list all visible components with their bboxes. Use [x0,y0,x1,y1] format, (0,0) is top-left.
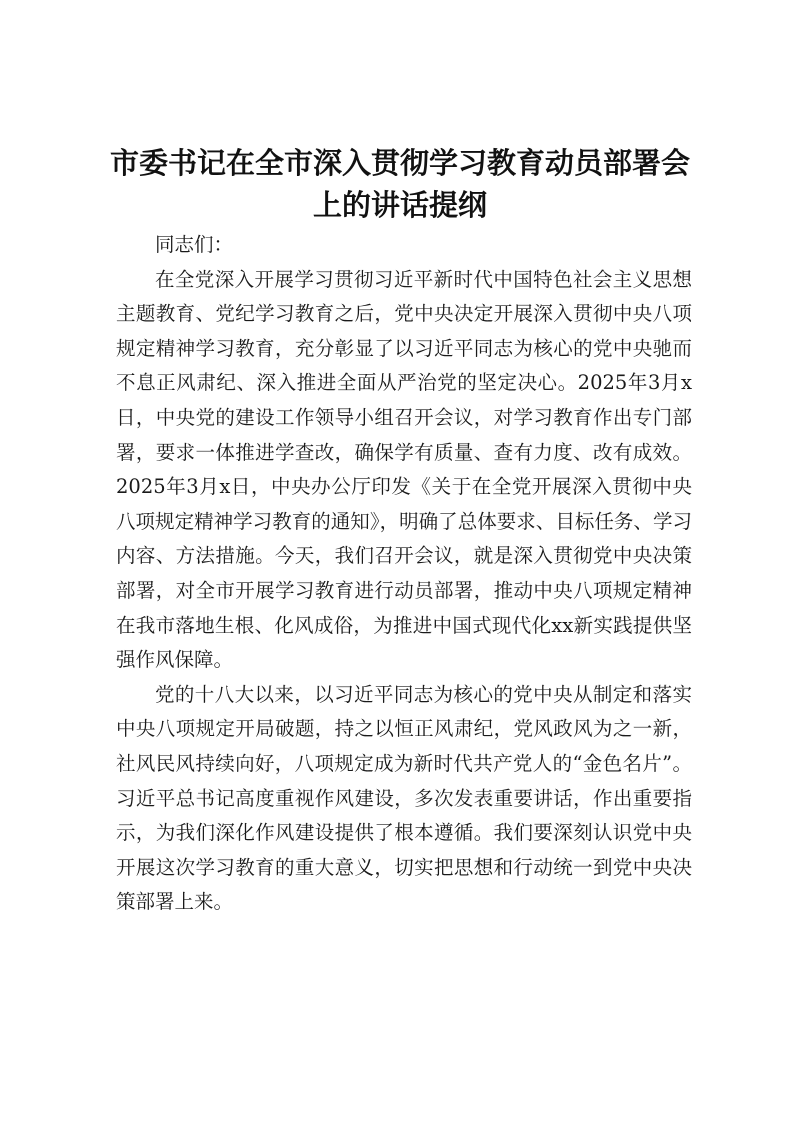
document-body [116,228,692,920]
document-title: 市委书记在全市深入贯彻学习教育动员部署会上的讲话提纲 [109,146,690,222]
salutation: 同志们： [155,233,234,256]
paragraph-2: 党的十八大以来，以习近平同志为核心的党中央从制定和落实中央八项规定开局破题，持之以恒正风肃纪，党风政风为之一新，社风民风持续向好，八项规定成为新时代共产党人的“金色名片”。习近平总书记高度重视作风建设，多次发表重要讲话，作出重要指示，为我们深化作风建设提供了根本遵循。我们要深刻认识党中央开展这次学习教育的重大意义，切实把思想和行动统一到党中央决策部署上来。 [116,682,692,914]
paragraph-1: 在全党深入开展学习贯彻习近平新时代中国特色社会主义思想主题教育、党纪学习教育之后，党中央决定开展深入贯彻中央八项规定精神学习教育，充分彰显了以习近平同志为核心的党中央驰而不息正风肃纪、深入推进全面从严治党的坚定决心。2025年3月x日，中央党的建设工作领导小组召开会议，对学习教育作出专门部署，要求一体推进学查改，确保学有质量、查有力度、改有成效。2025年3月x日，中央办公厅印发《关于在全党开展深入贯彻中央八项规定精神学习教育的通知》，明确了总体要求、目标任务、学习内容、方法措施。今天，我们召开会议，就是深入贯彻党中央决策部署，对全市开展学习教育进行动员部署，推动中央八项规定精神在我市落地生根、化风成俗，为推进中国式现代化xx新实践提供坚强作风保障。 [116,267,692,672]
